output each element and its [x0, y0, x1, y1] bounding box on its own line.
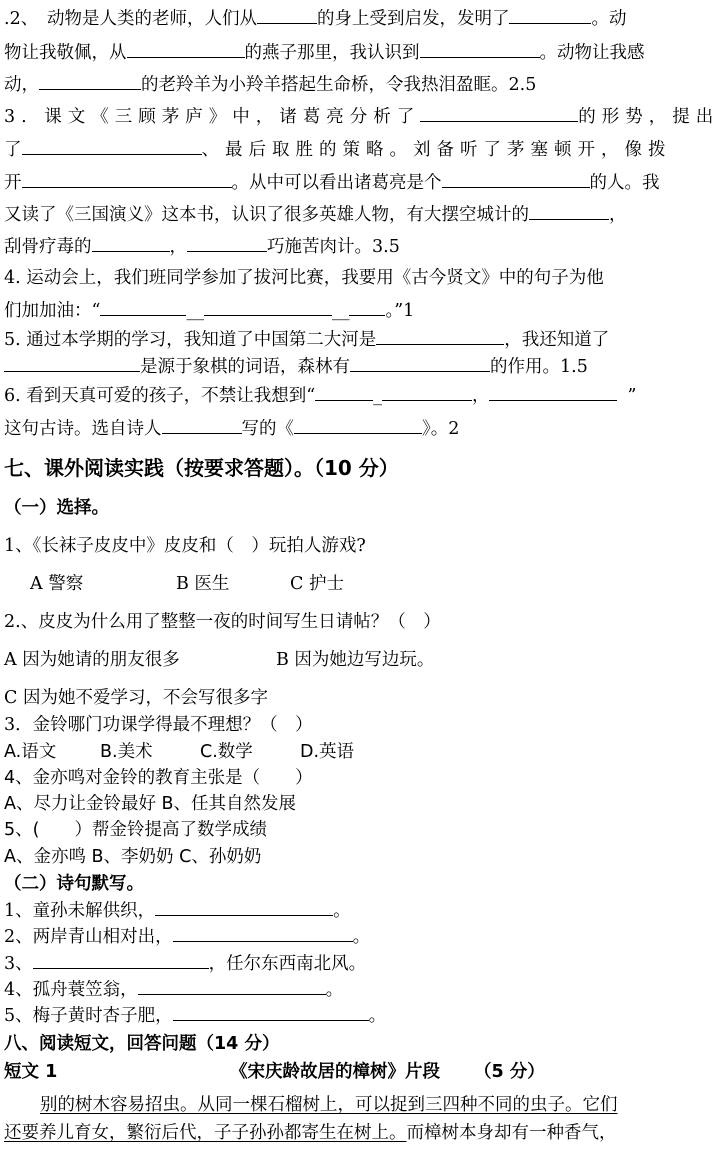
- blank[interactable]: [4, 354, 140, 372]
- blank[interactable]: [349, 298, 385, 316]
- option-d[interactable]: D.英语: [300, 742, 355, 762]
- blank[interactable]: [257, 6, 317, 24]
- choice-5-question: 5、( ）帮金铃提高了数学成绩: [4, 820, 267, 840]
- blank[interactable]: [204, 298, 246, 316]
- blank[interactable]: [489, 383, 617, 401]
- blank[interactable]: [100, 298, 186, 316]
- option-a[interactable]: A.语文: [4, 742, 57, 762]
- blank[interactable]: [173, 1003, 369, 1021]
- blank[interactable]: [315, 383, 373, 401]
- option-a[interactable]: A 警察: [30, 574, 84, 594]
- choice-4-options[interactable]: A、尽力让金铃最好 B、任其自然发展: [4, 794, 297, 814]
- q3-line-2: 了 、最后取胜的策略。刘备听了茅塞顿开，像拨: [4, 137, 693, 162]
- blank[interactable]: [162, 416, 242, 434]
- blank[interactable]: [22, 170, 232, 188]
- blank[interactable]: [127, 40, 245, 58]
- poem-2: 2、两岸青山相对出， 。: [4, 924, 693, 949]
- blank[interactable]: [187, 234, 267, 252]
- passage-line-2: 还要养儿育女，繁衍后代，子子孙孙都寄生在树上。而樟树本身却有一种香气，: [4, 1123, 617, 1143]
- q5-line-1: 5. 通过本学期的学习，我知道了中国第二大河是 ，我还知道了: [4, 327, 693, 352]
- blank[interactable]: [155, 898, 333, 916]
- poem-5: 5、梅子黄时杏子肥， 。: [4, 1003, 693, 1028]
- option-b[interactable]: B 因为她边写边玩。: [276, 650, 435, 670]
- q6-line-1: 6. 看到天真可爱的孩子，不禁让我想到“ _ ， ”: [4, 383, 693, 408]
- q2-line-3: 动， 的老羚羊为小羚羊搭起生命桥，令我热泪盈眶。2.5: [4, 72, 693, 97]
- passage-label: 短文 1: [4, 1062, 58, 1082]
- poem-1: 1、童孙未解供织， 。: [4, 898, 693, 923]
- blank[interactable]: [246, 298, 332, 316]
- q3-line-5: 刮骨疗毒的 ， 巧施苦肉计。3.5: [4, 234, 693, 259]
- section-8-title: 八、阅读短文，回答问题（14 分）: [4, 1034, 280, 1054]
- part-2-title: （二）诗句默写。: [4, 874, 144, 894]
- option-b[interactable]: B.美术: [100, 742, 153, 762]
- blank[interactable]: [509, 6, 591, 24]
- q3-line-1: 3. 课文《三顾茅庐》中，诸葛亮分析了 的形势，提出: [4, 104, 693, 129]
- blank[interactable]: [173, 924, 353, 942]
- option-c[interactable]: C.数学: [200, 742, 253, 762]
- blank[interactable]: [33, 951, 209, 969]
- blank[interactable]: [294, 416, 422, 434]
- blank[interactable]: [420, 40, 540, 58]
- blank[interactable]: [350, 354, 490, 372]
- poem-4: 4、孤舟蓑笠翁， 。: [4, 977, 693, 1002]
- q2-line-2: 物让我敬佩，从 的燕子那里，我认识到 。动物让我感: [4, 40, 693, 65]
- q3-line-3: 开 。从中可以看出诸葛亮是个 的人。我: [4, 170, 693, 195]
- blank[interactable]: [138, 977, 326, 995]
- choice-4-question: 4、金亦鸣对金铃的教育主张是（ ）: [4, 768, 313, 788]
- option-b[interactable]: B 医生: [176, 574, 230, 594]
- passage-score: （5 分）: [474, 1062, 545, 1082]
- option-c[interactable]: C 护士: [290, 574, 344, 594]
- blank[interactable]: [442, 170, 590, 188]
- part-1-title: （一）选择。: [4, 498, 109, 518]
- blank[interactable]: [420, 104, 578, 122]
- blank[interactable]: [376, 327, 504, 345]
- q2-line-1: .2、 动物是人类的老师，人们从 的身上受到启发，发明了 。动: [4, 6, 693, 31]
- q4-line-1: 4. 运动会上，我们班同学参加了拔河比赛，我要用《古今贤文》中的句子为他: [4, 268, 604, 288]
- choice-2-question: 2.、皮皮为什么用了整整一夜的时间写生日请帖？（ ）: [4, 612, 441, 632]
- passage-line-1: 别的树木容易招虫。从同一棵石榴树上，可以捉到三四种不同的虫子。它们: [40, 1095, 618, 1115]
- section-7-title: 七、课外阅读实践（按要求答题）。（10 分）: [4, 456, 399, 480]
- blank[interactable]: [382, 383, 472, 401]
- option-a[interactable]: A 因为她请的朋友很多: [4, 650, 180, 670]
- choice-1-question: 1、《长袜子皮皮中》皮皮和（ ）玩拍人游戏?: [4, 536, 366, 556]
- q3-line-4: 又读了《三国演义》这本书，认识了很多英雄人物，有大摆空城计的 ，: [4, 202, 693, 227]
- blank[interactable]: [39, 72, 141, 90]
- poem-3: 3、 ，任尔东西南北风。: [4, 951, 693, 976]
- q4-line-2: 们加加油：“ __ __ 。”1: [4, 298, 693, 323]
- blank[interactable]: [92, 234, 170, 252]
- q5-line-2: 是源于象棋的词语，森林有 的作用。1.5: [4, 354, 693, 379]
- passage-title: 《宋庆龄故居的樟树》片段: [230, 1062, 440, 1082]
- blank[interactable]: [22, 137, 202, 155]
- choice-3-question: 3．金铃哪门功课学得最不理想？（ ）: [4, 715, 313, 735]
- blank[interactable]: [529, 202, 609, 220]
- option-c[interactable]: C 因为她不爱学习，不会写很多字: [4, 688, 268, 708]
- q6-line-2: 这句古诗。选自诗人 写的《 》。2: [4, 416, 693, 441]
- choice-5-options[interactable]: A、金亦鸣 B、李奶奶 C、孙奶奶: [4, 847, 262, 867]
